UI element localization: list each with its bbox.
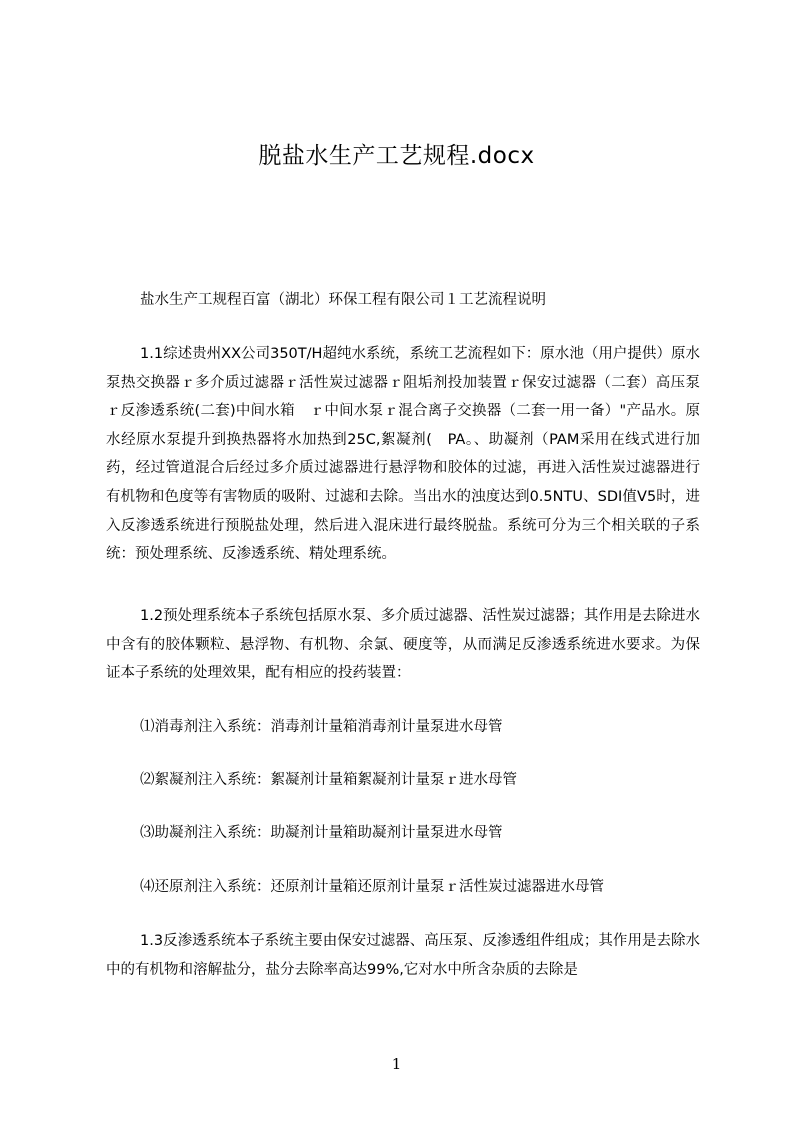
section-1-1-paragraph: 1.1综述贵州XX公司350T/H超纯水系统，系统工艺流程如下：原水池（用户提供）原水泵热交换器ｒ多介质过滤器ｒ活性炭过滤器ｒ阻垢剂投加装置ｒ保安过滤器（二套）高压泵ｒ反渗透系统(二套)中间水箱 ｒ中间水泵ｒ混合离子交换器（二套一用一备）"产品水。原水经原水泵提升到换热器将水加热到25C,絮凝剂( PA。、助凝剂（PAM采用在线式进行加药，经过管道混合后经过多介质过滤器进行悬浮物和胶体的过滤，再进入活性炭过滤器进行有机物和色度等有害物质的吸附、过滤和去除。当出水的浊度达到0.5NTU、SDI值V5时，进入反渗透系统进行预脱盐处理，然后进入混床进行最终脱盐。系统可分为三个相关联的子系统：预处理系统、反渗透系统、精处理系统。 <box>106 346 700 563</box>
dosing-item-reductant: ⑷还原剂注入系统：还原剂计量箱还原剂计量泵ｒ活性炭过滤器进水母管 <box>140 879 604 895</box>
section-1-2-paragraph: 1.2预处理系统本子系统包括原水泵、多介质过滤器、活性炭过滤器；其作用是去除进水中含有的胶体颗粒、悬浮物、有机物、余氯、硬度等，从而满足反渗透系统进水要求。为保证本子系统的处理效果，配有相应的投药装置： <box>106 608 700 682</box>
intro-line: 盐水生产工规程百富（湖北）环保工程有限公司１工艺流程说明 <box>140 292 546 308</box>
document-title: 脱盐水生产工艺规程.docx <box>258 143 535 169</box>
dosing-item-flocculant: ⑵絮凝剂注入系统：絮凝剂计量箱絮凝剂计量泵ｒ进水母管 <box>140 772 517 788</box>
dosing-item-disinfectant: ⑴消毒剂注入系统：消毒剂计量箱消毒剂计量泵进水母管 <box>140 719 503 735</box>
page-number: 1 <box>391 1055 402 1073</box>
dosing-item-coagulant-aid: ⑶助凝剂注入系统：助凝剂计量箱助凝剂计量泵进水母管 <box>140 825 503 841</box>
section-1-3-paragraph: 1.3反渗透系统本子系统主要由保安过滤器、高压泵、反渗透组件组成；其作用是去除水中的有机物和溶解盐分，盐分去除率高达99%,它对水中所含杂质的去除是 <box>106 933 700 978</box>
